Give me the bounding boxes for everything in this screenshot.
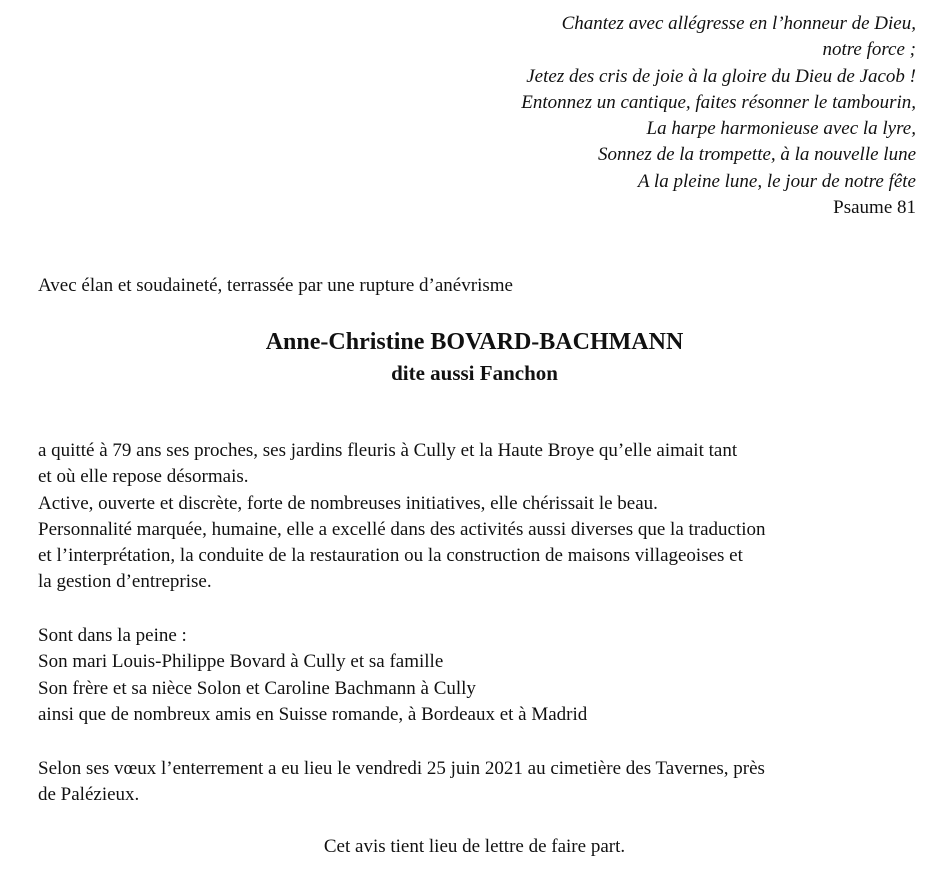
psalm-quote (316, 11, 916, 221)
psalm-verse: notre force ; (822, 39, 916, 61)
intro-text: Avec élan et soudaineté, terrassée par une rupture d’anévrisme (38, 275, 513, 296)
mourners-paragraph (38, 623, 918, 728)
mourners-line: ainsi que de nombreux amis en Suisse romande, à Bordeaux et à Madrid (38, 703, 588, 725)
mourners-line: Sont dans la peine : (38, 625, 187, 646)
psalm-verse: Sonnez de la trompette, à la nouvelle lune (598, 144, 916, 166)
psalm-reference: Psaume 81 (833, 197, 916, 219)
mourners-line: Son frère et sa nièce Solon et Caroline Bachmann à Cully (38, 677, 476, 699)
psalm-verse: Entonnez un cantique, faites résonner le tambourin, (521, 91, 916, 113)
burial-line: Selon ses vœux l’enterrement a eu lieu le vendredi 25 juin 2021 au cimetière des Tavernes, près (38, 758, 765, 779)
biography-line: et l’interprétation, la conduite de la restauration ou la construction de maisons villageoises et (38, 545, 743, 567)
biography-line: la gestion d’entreprise. (38, 571, 212, 593)
biography-line: a quitté à 79 ans ses proches, ses jardins fleuris à Cully et la Haute Broye qu’elle aimait tant (38, 440, 738, 461)
biography-line: Personnalité marquée, humaine, elle a excellé dans des activités aussi diverses que la traduction (38, 518, 766, 540)
deceased-name: Anne-Christine BOVARD-BACHMANN (265, 329, 684, 355)
biography-line: Active, ouverte et discrète, forte de nombreuses initiatives, elle chérissait le beau. (38, 492, 658, 514)
psalm-verse: Jetez des cris de joie à la gloire du Dieu de Jacob ! (526, 65, 916, 87)
burial-line: de Palézieux. (38, 784, 140, 806)
biography-line: et où elle repose désormais. (38, 466, 249, 488)
mourners-line: Son mari Louis-Philippe Bovard à Cully et sa famille (38, 651, 444, 673)
closing-note: Cet avis tient lieu de lettre de faire part. (323, 836, 626, 857)
intro-line (38, 273, 918, 299)
burial-paragraph (38, 756, 918, 809)
psalm-verse: Chantez avec allégresse en l’honneur de Dieu, (561, 13, 916, 34)
psalm-verse: A la pleine lune, le jour de notre fête (637, 170, 916, 192)
biography-paragraph (38, 438, 918, 596)
psalm-verse: La harpe harmonieuse avec la lyre, (646, 118, 916, 140)
deceased-nickname: dite aussi Fanchon (391, 361, 558, 385)
